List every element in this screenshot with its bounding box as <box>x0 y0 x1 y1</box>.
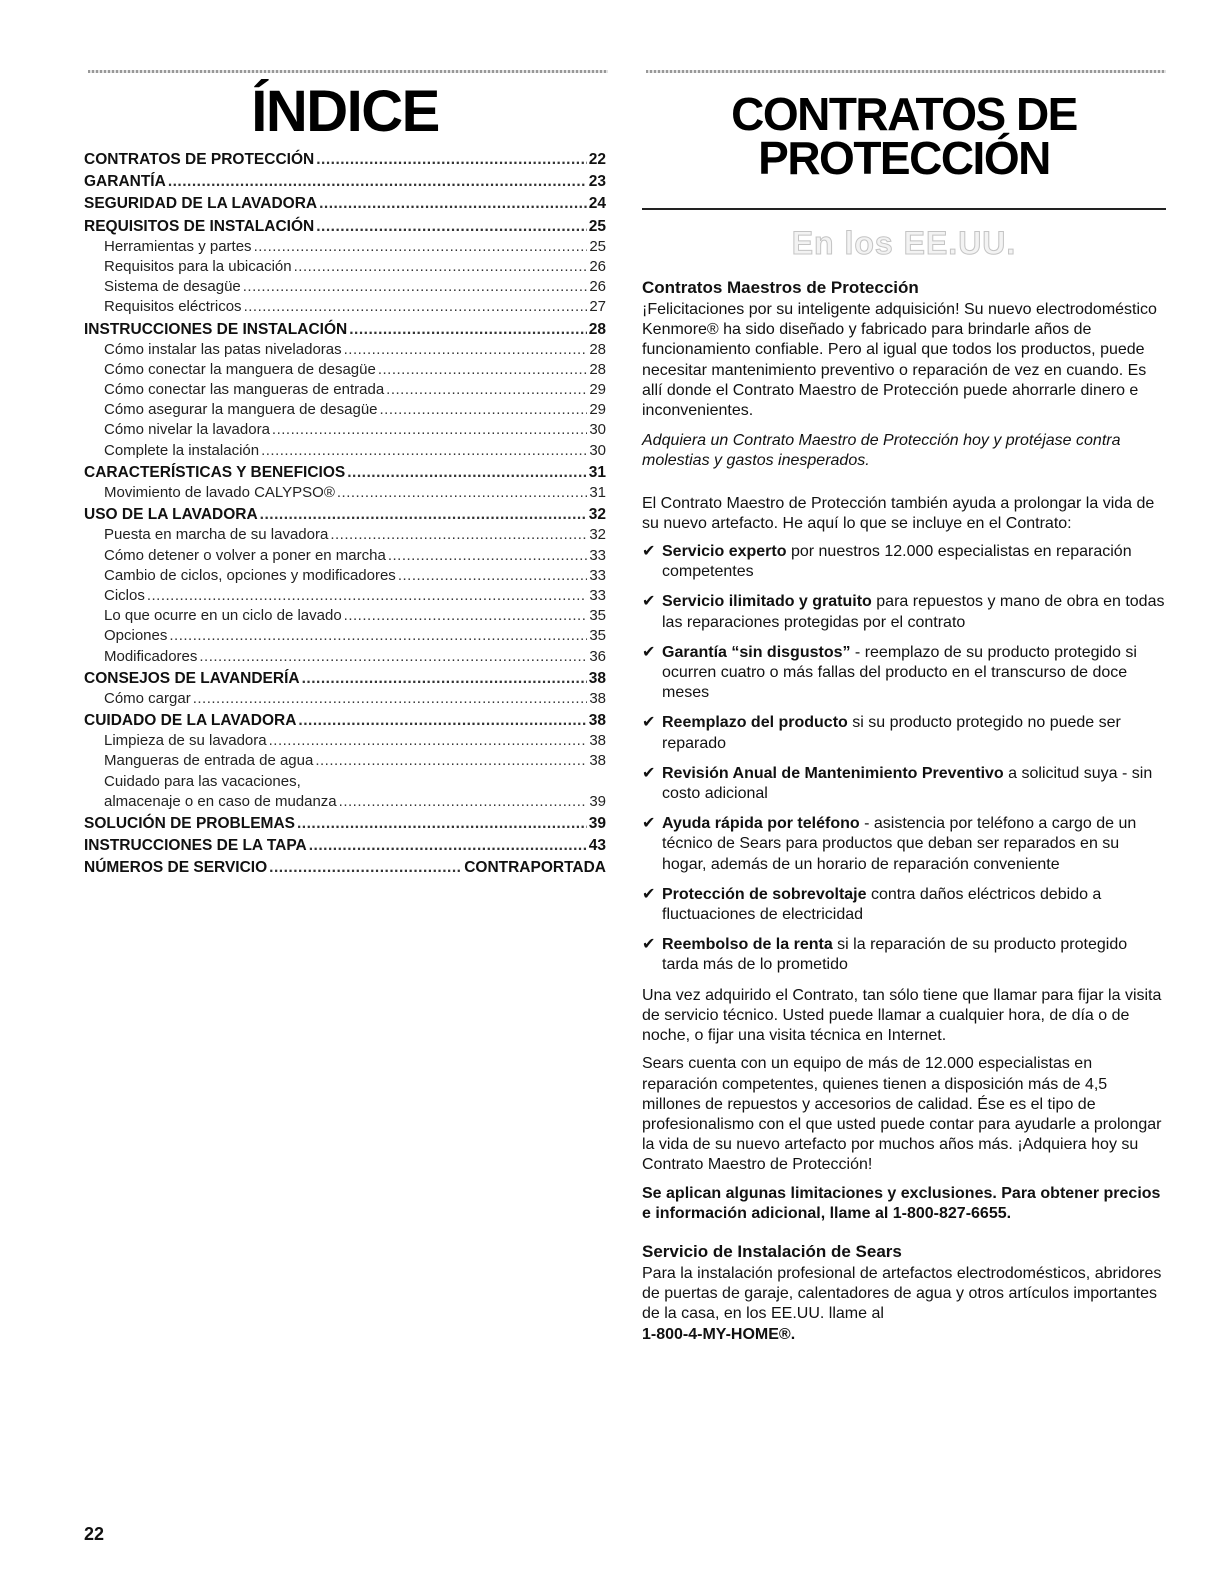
checkmark-icon: ✔ <box>642 643 656 661</box>
toc-entry-label: Requisitos eléctricos <box>104 298 242 316</box>
toc-entry-label: Ciclos <box>104 586 145 604</box>
toc-entry <box>84 505 606 525</box>
toc-entry-page: 23 <box>588 173 606 191</box>
toc-dot-leader <box>254 237 588 257</box>
toc-dot-leader <box>347 463 587 483</box>
toc-entry-label: Cambio de ciclos, opciones y modificadores <box>104 566 396 584</box>
toc-entry <box>84 669 606 689</box>
benefit-item <box>642 592 1166 632</box>
toc-entry-page: 33 <box>589 566 606 584</box>
toc-entry-page: 38 <box>589 752 606 770</box>
region-heading: En los EE.UU. <box>791 225 1017 261</box>
toc-entry-page: 27 <box>589 298 606 316</box>
toc-entry <box>84 546 606 566</box>
toc-dot-leader <box>243 277 588 297</box>
toc-entry-page: 30 <box>589 441 606 459</box>
toc-entry-label: Lo que ocurre en un ciclo de lavado <box>104 607 342 625</box>
benefit-text: si su producto protegido no puede ser reparado <box>662 714 1121 752</box>
toc-entry-label: Cómo nivelar la lavadora <box>104 421 270 439</box>
benefit-title: Garantía “sin disgustos” <box>662 643 851 661</box>
checkmark-icon: ✔ <box>642 885 656 903</box>
toc-entry-label: Requisitos para la ubicación <box>104 257 292 275</box>
toc-entry-page: 33 <box>589 586 606 604</box>
benefit-item <box>642 643 1166 704</box>
toc-entry <box>84 731 606 751</box>
benefit-item <box>642 542 1166 582</box>
toc-dot-leader <box>319 194 587 214</box>
toc-entry <box>84 814 606 834</box>
toc-dot-leader <box>398 566 588 586</box>
toc-entry-page: 38 <box>588 712 606 730</box>
toc-entry-label: Mangueras de entrada de agua <box>104 752 314 770</box>
toc-entry-page: 28 <box>588 320 606 338</box>
benefit-title: Revisión Anual de Mantenimiento Preventivo <box>662 764 1004 782</box>
toc-dot-leader <box>330 525 587 545</box>
master-contracts-heading: Contratos Maestros de Protección <box>642 278 919 297</box>
benefits-list <box>642 542 1166 976</box>
toc-entry <box>84 441 606 461</box>
benefit-text: contra daños eléctricos debido a fluctuaciones de electricidad <box>662 885 1102 924</box>
toc-entry-label: Cuidado para las vacaciones, <box>104 772 301 790</box>
toc-entry-label: NÚMEROS DE SERVICIO <box>84 859 268 877</box>
toc-dot-leader <box>269 858 462 878</box>
benefit-title: Ayuda rápida por teléfono <box>662 815 860 833</box>
toc-entry-page: 24 <box>588 195 606 213</box>
toc-entry <box>84 320 606 340</box>
toc-entry-page: 22 <box>588 151 606 168</box>
benefit-text: para repuestos y mano de obra en todas las reparaciones protegidas por el contrato <box>662 593 1165 631</box>
toc-dot-leader <box>199 647 587 667</box>
checkmark-icon: ✔ <box>642 714 656 732</box>
toc-entry-page: 32 <box>589 526 606 544</box>
toc-entry-page: 29 <box>589 401 606 419</box>
toc-entry-page: 43 <box>588 837 606 855</box>
toc-dot-leader <box>193 689 588 709</box>
toc-entry-page: 39 <box>588 815 606 832</box>
toc-entry <box>84 566 606 586</box>
checkmark-icon: ✔ <box>642 764 656 782</box>
toc-entry-page: 38 <box>589 689 606 707</box>
toc-entry-label: Cómo conectar la manguera de desagüe <box>104 360 376 378</box>
benefit-text: - reemplazo de su producto protegido si ocurren cuatro o más fallas del producto en el transcurso de doce meses <box>662 643 1137 702</box>
toc-entry-page: 28 <box>589 360 606 378</box>
table-of-contents <box>84 150 606 879</box>
toc-dot-leader <box>261 441 587 461</box>
toc-entry-label: CARACTERÍSTICAS Y BENEFICIOS <box>84 463 346 481</box>
benefit-text: si la reparación de su producto protegido tarda más de lo prometido <box>662 936 1128 974</box>
toc-dot-leader <box>169 626 587 646</box>
toc-entry <box>84 751 606 771</box>
benefit-text: - asistencia por teléfono a cargo de un técnico de Sears para productos que deban ser reparados en su hogar, además de un horario de reparación conveniente <box>662 815 1137 873</box>
toc-entry-page: CONTRAPORTADA <box>464 859 606 877</box>
toc-entry-label: Puesta en marcha de su lavadora <box>104 526 329 544</box>
toc-dot-leader <box>315 751 587 771</box>
benefit-item <box>642 935 1166 975</box>
checkmark-icon: ✔ <box>642 815 656 833</box>
toc-dot-leader <box>309 836 587 856</box>
toc-dot-leader <box>316 217 587 237</box>
installation-heading: Servicio de Instalación de Sears <box>642 1241 902 1261</box>
installation-paragraph <box>642 1264 1166 1345</box>
toc-entry-label: CONSEJOS DE LAVANDERÍA <box>84 669 300 687</box>
toc-entry <box>84 380 606 400</box>
checkmark-icon: ✔ <box>642 543 656 561</box>
toc-entry <box>84 360 606 380</box>
toc-entry-label: Modificadores <box>104 647 198 665</box>
toc-entry-page: 29 <box>589 381 606 399</box>
toc-entry-page: 33 <box>589 546 606 564</box>
toc-entry-label: Sistema de desagüe <box>104 278 241 296</box>
toc-entry-page: 38 <box>588 669 606 687</box>
toc-entry-page: 35 <box>589 627 606 645</box>
benefit-title: Protección de sobrevoltaje <box>662 885 867 903</box>
toc-entry <box>84 297 606 317</box>
benefit-title: Servicio experto <box>662 543 787 561</box>
toc-dot-leader <box>269 731 588 751</box>
toc-entry-label: REQUISITOS DE INSTALACIÓN <box>84 217 315 235</box>
toc-entry-label: SOLUCIÓN DE PROBLEMAS <box>84 815 295 832</box>
toc-entry-page: 30 <box>589 421 606 439</box>
title-divider <box>642 208 1166 210</box>
toc-entry <box>84 237 606 257</box>
index-title: ÍNDICE <box>251 79 439 144</box>
toc-entry <box>84 525 606 545</box>
top-rule-right <box>646 70 1166 73</box>
benefit-title: Servicio ilimitado y gratuito <box>662 593 872 611</box>
toc-dot-leader <box>388 546 587 566</box>
toc-dot-leader <box>272 420 587 440</box>
toc-dot-leader <box>378 360 587 380</box>
toc-dot-leader <box>380 400 588 420</box>
toc-dot-leader <box>344 606 588 626</box>
toc-entry-label: CUIDADO DE LA LAVADORA <box>84 712 297 730</box>
toc-dot-leader <box>316 150 587 170</box>
checkmark-icon: ✔ <box>642 593 656 611</box>
intro-paragraph: ¡Felicitaciones por su inteligente adquisición! Su nuevo electrodoméstico Kenmore® ha sido diseñado y fabricado para brindarle años de funcionamiento confiable. Pero al igual que todos los productos, puede necesitar mantenimiento preventivo o reparación de vez en cuando. Es allí donde el Contrato Maestro de Protección puede ahorrarle dinero e inconvenientes. <box>642 301 1157 420</box>
benefit-item <box>642 764 1166 804</box>
toc-entry <box>84 647 606 667</box>
toc-entry-page: 38 <box>589 732 606 750</box>
benefit-item <box>642 814 1166 875</box>
installation-text: Para la instalación profesional de artefactos electrodomésticos, abridores de puertas de garaje, calentadores de agua y otros artículos importantes de la casa, en los EE.UU. llame al <box>642 1264 1162 1323</box>
toc-entry-label: Cómo cargar <box>104 689 191 707</box>
toc-entry <box>84 836 606 856</box>
toc-entry-page: 36 <box>589 647 606 665</box>
benefit-text: a solicitud suya - sin costo adicional <box>662 764 1153 803</box>
toc-dot-leader <box>294 257 588 277</box>
benefit-item <box>642 885 1166 925</box>
toc-dot-leader <box>244 297 588 317</box>
toc-entry-page: 32 <box>588 506 606 524</box>
toc-entry-label: INSTRUCCIONES DE INSTALACIÓN <box>84 320 348 338</box>
contracts-title-line1: CONTRATOS DE <box>731 88 1077 140</box>
toc-entry-page: 31 <box>588 463 606 481</box>
toc-entry <box>84 172 606 192</box>
index-column <box>84 80 606 879</box>
toc-dot-leader <box>349 320 587 340</box>
toc-entry-label: GARANTÍA <box>84 173 166 191</box>
benefit-text: por nuestros 12.000 especialistas en reparación competentes <box>662 543 1132 581</box>
benefit-title: Reemplazo del producto <box>662 714 848 732</box>
toc-dot-leader <box>302 669 587 689</box>
toc-entry-page: 25 <box>588 217 606 235</box>
toc-entry <box>84 217 606 237</box>
toc-entry <box>84 689 606 709</box>
toc-entry <box>84 340 606 360</box>
toc-entry <box>84 400 606 420</box>
contracts-title-line2: PROTECCIÓN <box>758 132 1050 184</box>
toc-entry-label: Cómo detener o volver a poner en marcha <box>104 546 386 564</box>
limitations-paragraph: Se aplican algunas limitaciones y exclusiones. Para obtener precios e información adicional, llame al 1-800-827-6655. <box>642 1184 1161 1222</box>
toc-entry-page: 26 <box>589 278 606 296</box>
toc-entry <box>84 277 606 297</box>
toc-entry <box>84 420 606 440</box>
toc-entry <box>84 586 606 606</box>
toc-entry-label: almacenaje o en caso de mudanza <box>104 792 337 810</box>
checkmark-icon: ✔ <box>642 936 656 954</box>
toc-entry-label: Movimiento de lavado CALYPSO® <box>104 484 335 501</box>
toc-entry <box>84 463 606 483</box>
toc-entry <box>84 711 606 731</box>
toc-entry-label: INSTRUCCIONES DE LA TAPA <box>84 837 307 855</box>
toc-entry-page: 35 <box>589 607 606 625</box>
toc-dot-leader <box>344 340 588 360</box>
toc-dot-leader <box>168 172 587 192</box>
toc-entry <box>84 858 606 878</box>
toc-entry <box>84 483 606 503</box>
toc-entry <box>84 194 606 214</box>
toc-entry-page: 39 <box>589 792 606 810</box>
top-rule-left <box>88 70 608 73</box>
italic-note: Adquiera un Contrato Maestro de Protección hoy y protéjase contra molestias y gastos inesperados. <box>642 432 1121 470</box>
installation-phone: 1-800-4-MY-HOME®. <box>642 1325 796 1343</box>
includes-intro: El Contrato Maestro de Protección también ayuda a prolongar la vida de su nuevo artefacto. He aquí lo que se incluye en el Contrato: <box>642 494 1155 532</box>
toc-entry-label: Cómo instalar las patas niveladoras <box>104 340 342 358</box>
toc-entry-label: USO DE LA LAVADORA <box>84 506 258 524</box>
toc-dot-leader <box>337 483 587 503</box>
page-number: 22 <box>84 1524 105 1544</box>
toc-entry-label: Complete la instalación <box>104 441 260 459</box>
toc-entry <box>84 792 606 812</box>
after-purchase-paragraph: Una vez adquirido el Contrato, tan sólo tiene que llamar para fijar la visita de servicio técnico. Usted puede llamar a cualquier hora, de día o de noche, o fijar una visita técnica en Internet. <box>642 986 1162 1045</box>
toc-entry <box>84 257 606 277</box>
toc-dot-leader <box>298 711 586 731</box>
toc-entry-page: 26 <box>589 257 606 275</box>
toc-entry <box>84 626 606 646</box>
toc-dot-leader <box>297 814 587 834</box>
contracts-column <box>642 80 1166 1353</box>
toc-entry-page: 31 <box>589 484 606 501</box>
benefit-title: Reembolso de la renta <box>662 936 833 954</box>
benefit-item <box>642 713 1166 753</box>
toc-entry-label: SEGURIDAD DE LA LAVADORA <box>84 195 318 213</box>
toc-entry <box>84 150 606 170</box>
toc-dot-leader <box>386 380 587 400</box>
toc-entry <box>84 606 606 626</box>
toc-dot-leader <box>339 792 588 812</box>
toc-entry-label: Opciones <box>104 627 168 645</box>
toc-entry-label: Cómo conectar las mangueras de entrada <box>104 381 385 399</box>
contracts-title <box>642 80 1166 184</box>
toc-entry-page: 25 <box>589 237 606 255</box>
toc-dot-leader <box>147 586 587 606</box>
toc-dot-leader <box>260 505 587 525</box>
toc-entry <box>84 772 606 792</box>
sears-team-paragraph: Sears cuenta con un equipo de más de 12.000 especialistas en reparación competentes, quienes tienen a disposición más de 4,5 millones de repuestos y accesorios de calidad. Ése es el tipo de profesionalismo con el que usted puede contar para ayudarle a prolongar la vida de su nuevo artefacto por muchos años más. ¡Adquiera hoy su Contrato Maestro de Protección! <box>642 1055 1162 1174</box>
toc-entry-page: 28 <box>589 340 606 358</box>
toc-entry-label: Cómo asegurar la manguera de desagüe <box>104 401 378 419</box>
toc-entry-label: Limpieza de su lavadora <box>104 732 267 750</box>
toc-entry-label: CONTRATOS DE PROTECCIÓN <box>84 151 315 168</box>
toc-entry-label: Herramientas y partes <box>104 237 252 255</box>
